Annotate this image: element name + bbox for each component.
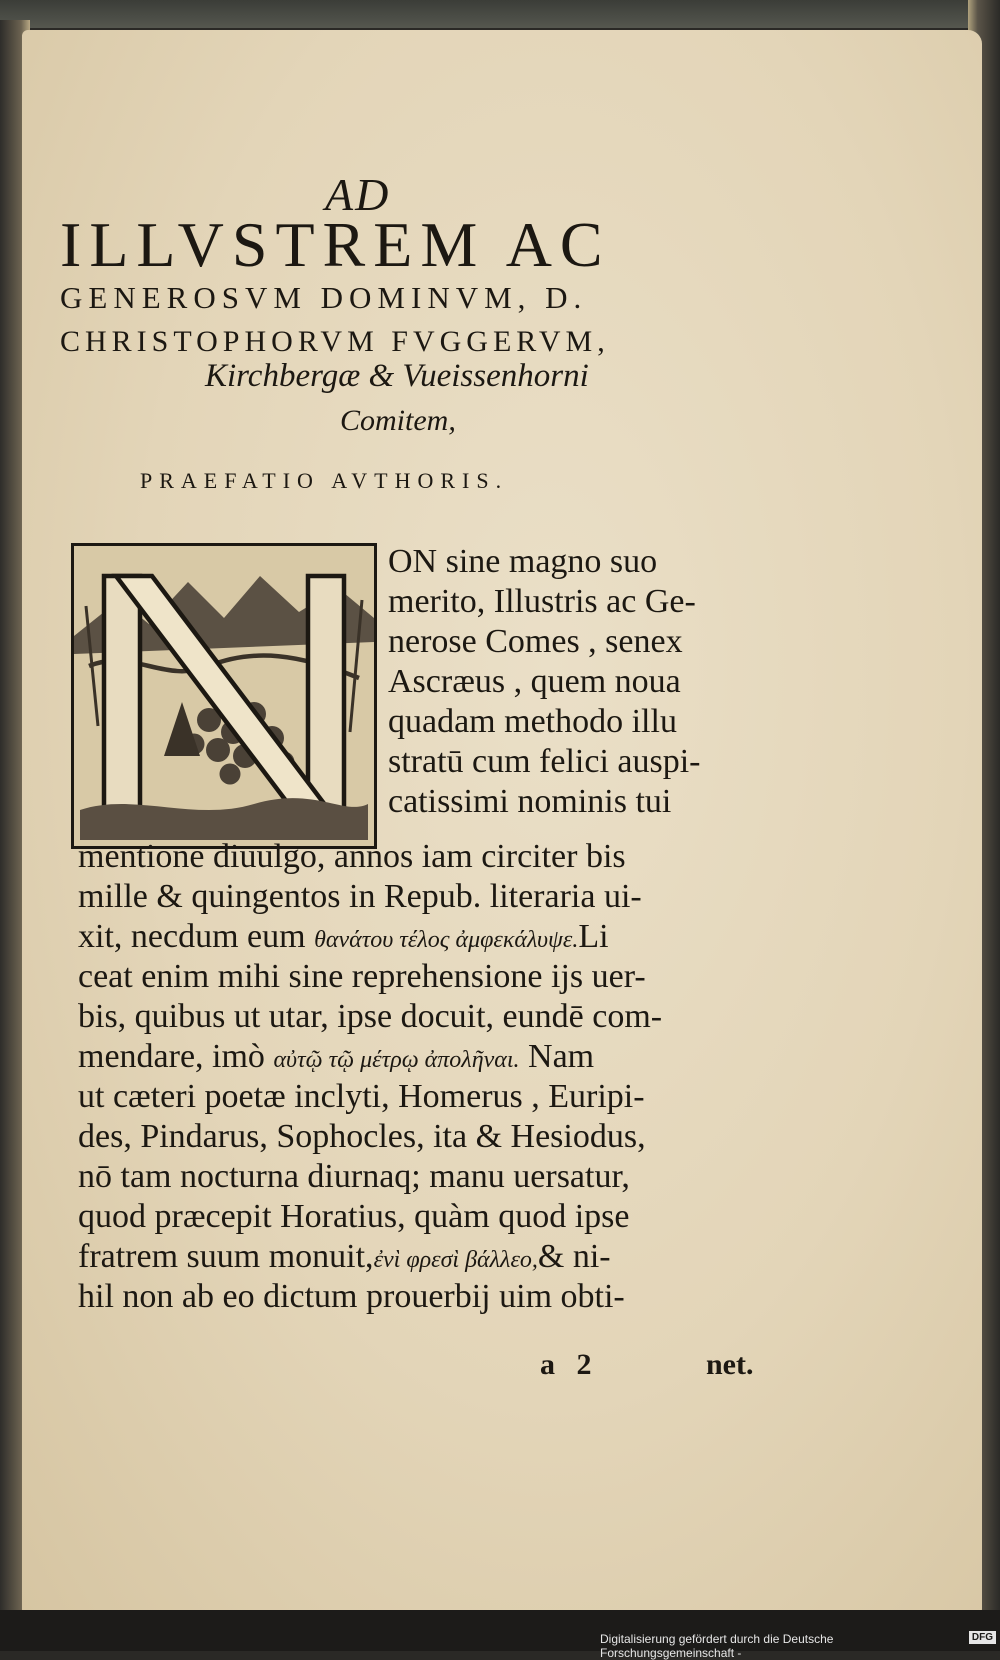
body-line-13-end: Nam <box>528 1038 595 1075</box>
body-line-17: quod præcepit Horatius, quàm quod ipse <box>78 1198 630 1235</box>
body-line-10-end: Li <box>578 918 609 955</box>
body-line-13-greek: αὐτῷ τῷ μέτρῳ ἀπολῆναι. <box>273 1047 520 1073</box>
body-line-16: nō tam nocturna diurnaq; manu uersatur, <box>78 1158 630 1195</box>
body-line-18 <box>78 1238 611 1276</box>
body-line-8: mentione diuulgo, annos iam circiter bis <box>78 838 626 875</box>
dfg-logo: DFG <box>969 1631 996 1644</box>
heading-line-2: GENEROSVM DOMINVM, D. <box>60 280 588 315</box>
body-line-5: quadam methodo illu <box>388 703 677 740</box>
heading-ad: AD <box>325 169 391 220</box>
body-line-15: des, Pindarus, Sophocles, ita & Hesiodus, <box>78 1118 646 1155</box>
body-line-3: nerose Comes , senex <box>388 623 683 660</box>
body-line-13 <box>78 1038 594 1076</box>
body-line-13-latin: mendare, imò <box>78 1038 265 1075</box>
body-line-6: stratū cum felici auspi- <box>388 743 701 780</box>
body-line-12: bis, quibus ut utar, ipse docuit, eundē com- <box>78 998 663 1035</box>
woodcut-initial-image <box>74 546 374 846</box>
heading-line-4: Kirchbergæ & Vueissenhorni <box>205 358 589 394</box>
body-line-19: hil non ab eo dictum prouerbij uim obti- <box>78 1278 625 1315</box>
body-line-18-latin: fratrem suum monuit, <box>78 1238 374 1275</box>
heading-line-1: ILLVSTREM AC <box>60 209 611 280</box>
body-line-7: catissimi nominis tui <box>388 783 672 820</box>
heading-line-3: CHRISTOPHORVM FVGGERVM, <box>60 325 610 358</box>
body-line-18-end: & ni- <box>537 1238 611 1275</box>
scan-credit <box>600 1628 1000 1660</box>
body-line-18-greek: ἐνὶ φρεσὶ βάλλεο, <box>373 1247 538 1273</box>
scan-credit-text: Digitalisierung gefördert durch die Deutsche Forschungsgemeinschaft - <box>600 1632 834 1660</box>
body-line-2: merito, Illustris ac Ge- <box>388 583 696 620</box>
decorated-initial-n <box>71 543 377 849</box>
body-line-14: ut cæteri poetæ inclyti, Homerus , Euripi- <box>78 1078 645 1115</box>
preface-title: PRAEFATIO AVTHORIS. <box>140 468 509 493</box>
body-line-10-latin: xit, necdum eum <box>78 918 306 955</box>
catchword: net. <box>706 1348 754 1381</box>
body-line-1: ON sine magno suo <box>388 543 658 580</box>
body-line-4: Ascræus , quem noua <box>388 663 681 700</box>
body-line-11: ceat enim mihi sine reprehensione ijs uer- <box>78 958 646 995</box>
body-line-10-greek: θανάτου τέλος ἀμφεκάλυψε. <box>314 927 579 953</box>
body-line-9: mille & quingentos in Repub. literaria ui- <box>78 878 642 915</box>
signature-mark: a 2 <box>540 1348 592 1381</box>
book-top-edge <box>0 0 1000 28</box>
body-line-10 <box>78 918 609 956</box>
heading-line-5: Comitem, <box>340 404 456 437</box>
